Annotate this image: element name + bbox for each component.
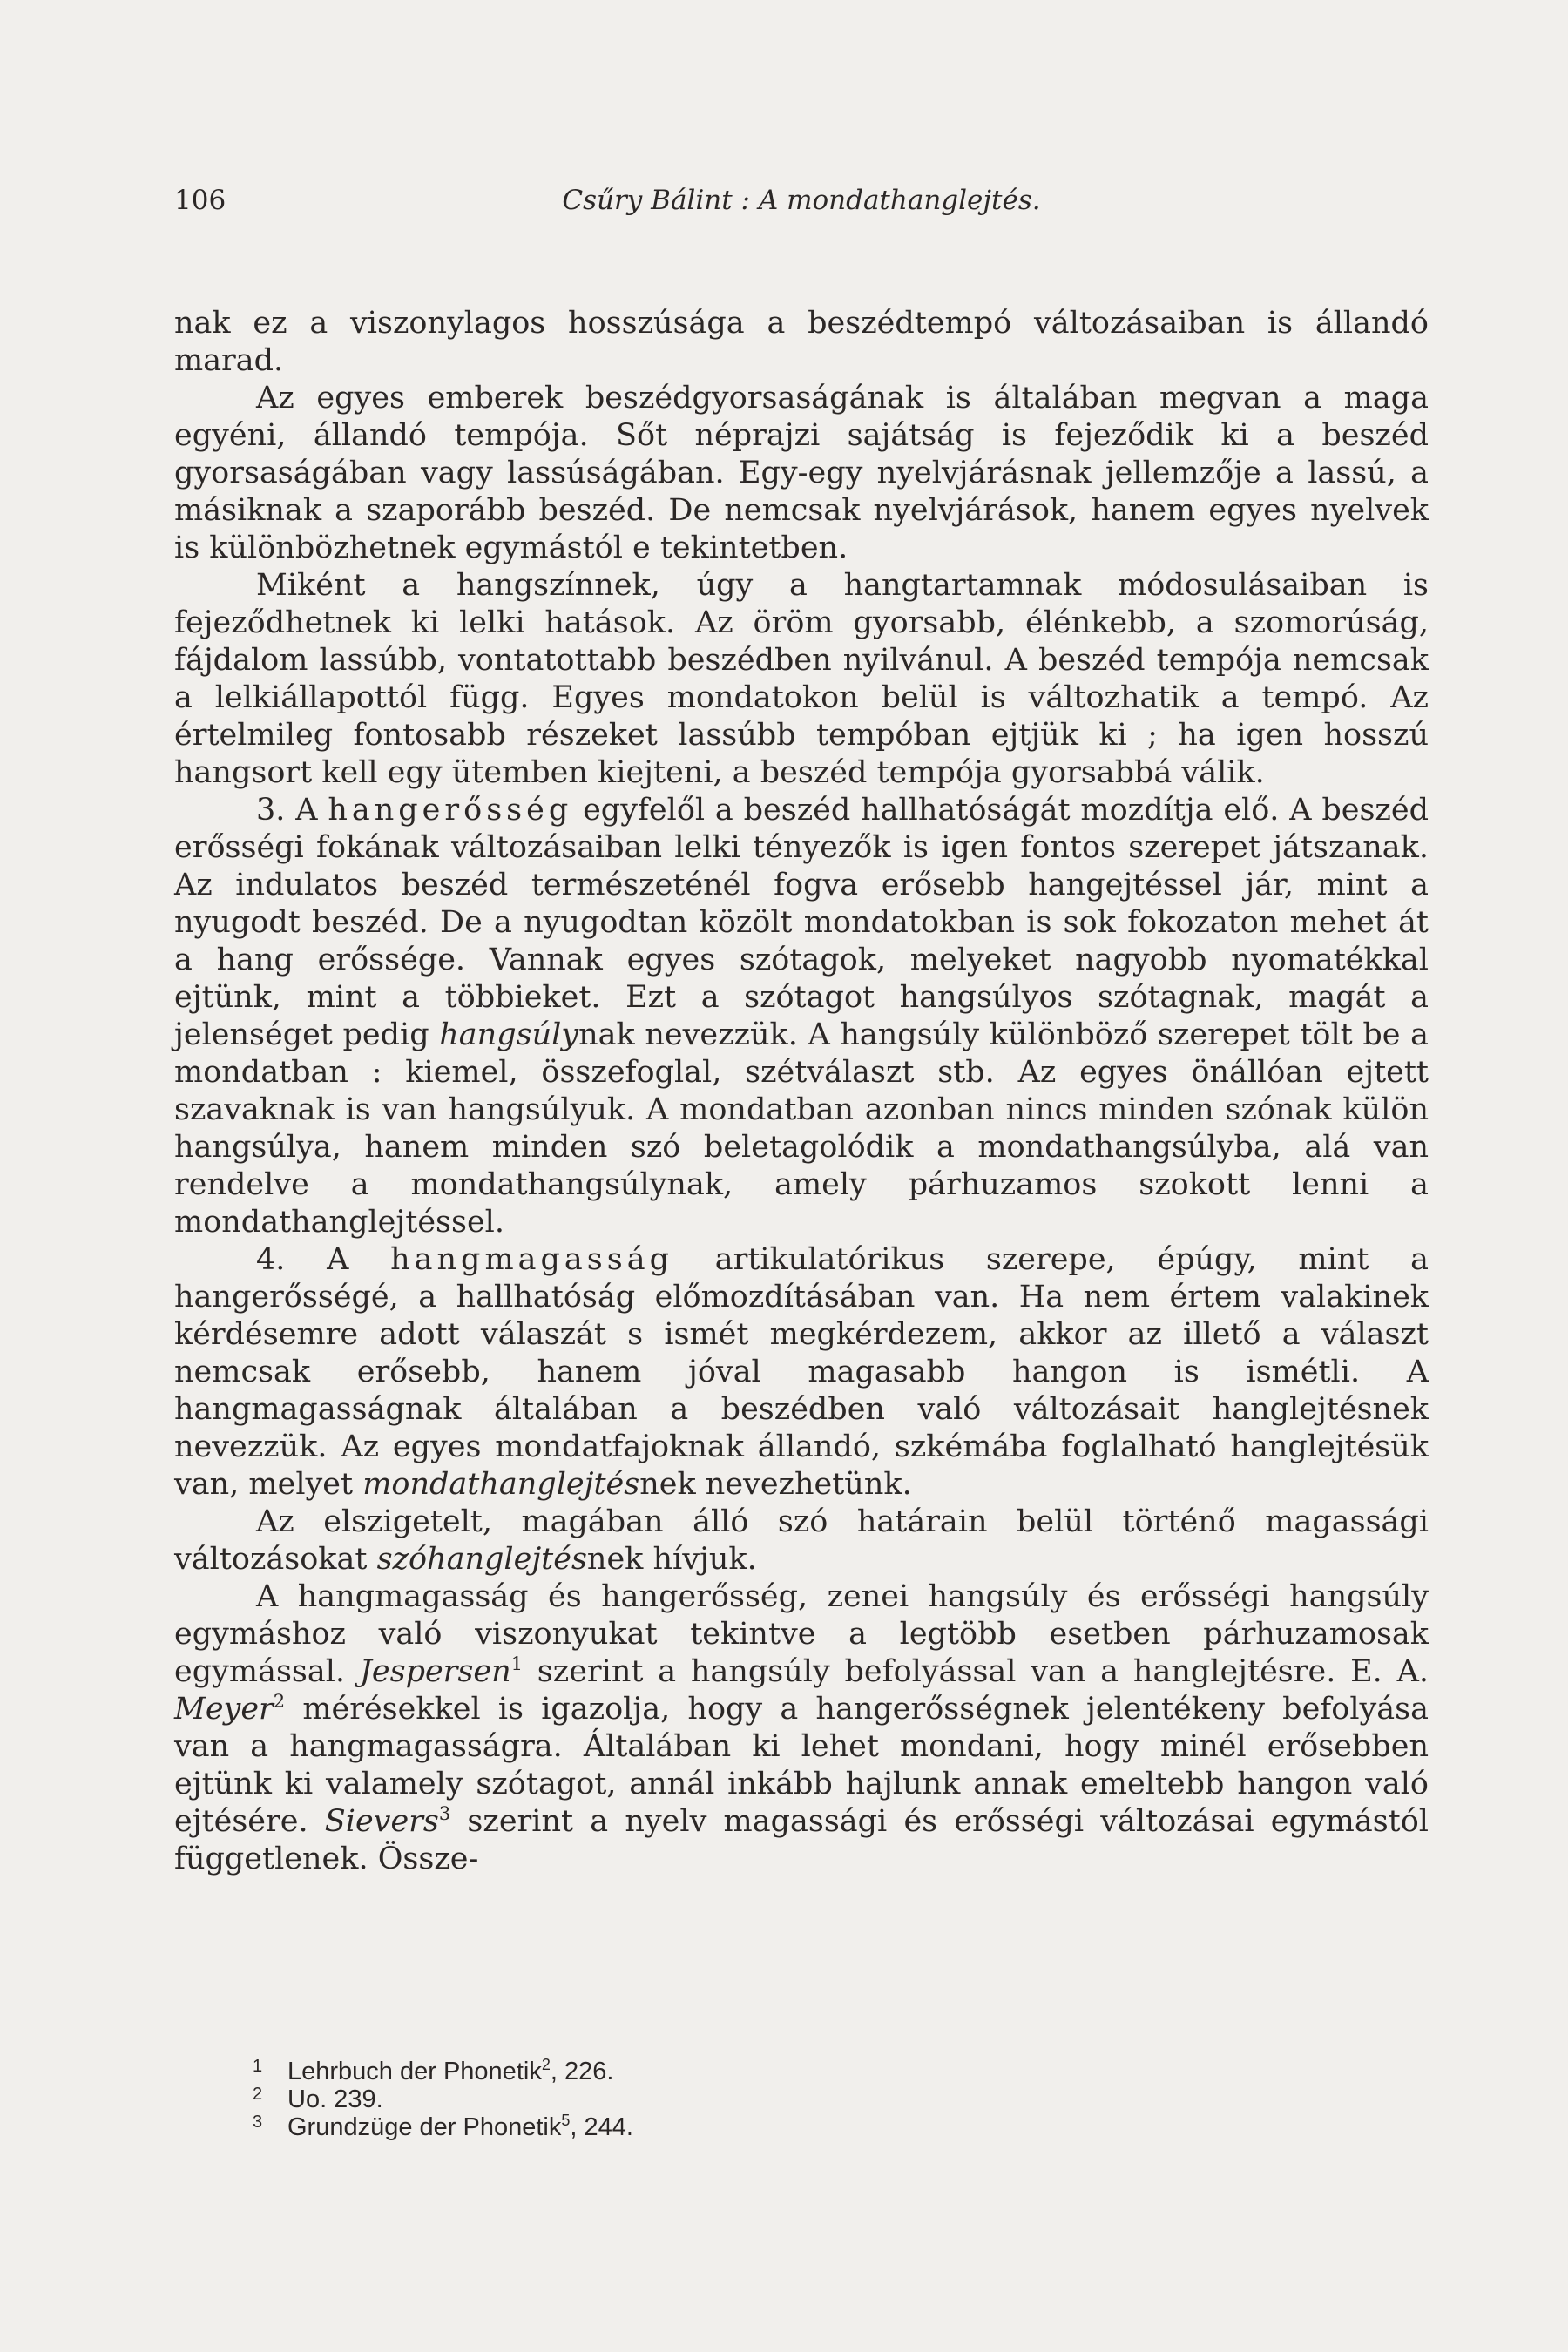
text-run: 3. A [256, 793, 328, 828]
italic-term: Jespersen [359, 1654, 511, 1689]
text-run: szerint a nyelv magassági és erősségi változásai egymástól függetlenek. Össze- [174, 1804, 1429, 1876]
page-number: 106 [174, 185, 226, 216]
footnote-marker-wrap: 1 [253, 2057, 263, 2076]
italic-term: szóhanglejtés [376, 1542, 587, 1577]
paragraph [174, 1504, 1429, 1578]
footnote [253, 2085, 1385, 2113]
text-run: Grundzüge der Phonetik [287, 2113, 562, 2141]
italic-term: hangsúly [439, 1017, 579, 1052]
paragraph [174, 567, 1429, 792]
text-run: artikulatórikus szerepe, épúgy, mint a hangerősségé, a hallhatóság előmozdításában van. Ha nem értem valakinek kérdésemre adott válaszát s ismét megkérdezem, akkor az illető a választ nemcsak erősebb, hanem jóval magasabb hangon is ismétli. A hangmagasságnak általában a beszédben való változásait hanglejtésnek nevezzük. Az egyes mondatfajoknak állandó, szkémába foglalható hanglejtésük van, melyet [174, 1242, 1429, 1502]
text-run: Miként a hangszínnek, úgy a hangtartamnak módosulásaiban is fejeződhetnek ki lelki hatások. Az öröm gyorsabb, élénkebb, a szomorúság, fájdalom lassúbb, vontatottabb beszédben nyilvánul. A beszéd tempója nemcsak a lelkiállapottól függ. Egyes mondatokon belül is változhatik a tempó. Az értelmileg fontosabb részeket lassúbb tempóban ejtjük ki ; ha igen hosszú hangsort kell egy ütemben kiejteni, a beszéd tempója gyorsabbá válik. [174, 568, 1429, 790]
text-run: Uo. 239. [287, 2085, 383, 2113]
spaced-term: hangerősség [328, 793, 573, 828]
text-run: szerint a hangsúly befolyással van a hanglejtésre. E. A. [523, 1654, 1429, 1689]
paragraph [174, 1241, 1429, 1504]
italic-term: Meyer [174, 1692, 274, 1727]
footnote-reference: 2 [541, 2056, 551, 2073]
text-run: A hangmagasság és hangerősség, zenei hangsúly és erősségi hangsúly egymáshoz való viszonyukat tekintve a legtöbb esetben párhuzamosak egymással. [174, 1579, 1429, 1689]
text-run: , 226. [550, 2058, 614, 2085]
text-run: Az elszigetelt, magában álló szó határain belül történő magassági változásokat [174, 1504, 1429, 1577]
footnotes [253, 2058, 1385, 2141]
italic-term: Sievers [324, 1804, 439, 1839]
paragraph [174, 305, 1429, 380]
footnote-text [287, 2058, 613, 2085]
page-header [174, 178, 1429, 223]
text-run: , 244. [570, 2113, 633, 2141]
footnote-text [287, 2085, 383, 2113]
footnote [253, 2113, 1385, 2141]
footnote-reference: 5 [561, 2112, 571, 2129]
body-text [174, 305, 1429, 1878]
text-run: mérésekkel is igazolja, hogy a hangerősségnek jelentékeny befolyása van a hangmagasságra. Általában ki lehet mondani, hogy minél erősebben ejtünk ki valamely szótagot, annál inkább hajlunk annak emeltebb hangon való ejtésére. [174, 1692, 1429, 1839]
paragraph [174, 380, 1429, 567]
text-run: Az egyes emberek beszédgyorsaságának is általában megvan a maga egyéni, állandó tempója. Sőt néprajzi sajátság is fejeződik ki a beszéd gyorsaságában vagy lassúságában. Egy-egy nyelvjárásnak jellemzője a lassú, a másiknak a szaporább beszéd. De nemcsak nyelvjárások, hanem egyes nyelvek is különbözhetnek egymástól e tekintetben. [174, 381, 1429, 565]
footnote-marker-wrap: 2 [253, 2085, 263, 2104]
spaced-term: hangmagasság [390, 1242, 673, 1277]
text-run: 4. A [256, 1242, 391, 1277]
text-run: Lehrbuch der Phonetik [287, 2058, 542, 2085]
paragraph [174, 792, 1429, 1241]
running-head: Csűry Bálint : A mondathanglejtés. [562, 185, 1041, 216]
footnote-marker-wrap: 3 [253, 2112, 263, 2132]
footnote-reference: 3 [438, 1803, 451, 1824]
text-run: nek nevezhetünk. [639, 1467, 912, 1502]
footnote-reference: 2 [273, 1691, 286, 1712]
text-run: nak ez a viszonylagos hosszúsága a beszédtempó változásaiban is állandó marad. [174, 306, 1429, 378]
footnote-text [287, 2113, 633, 2141]
footnote-reference: 1 [510, 1653, 524, 1674]
footnote [253, 2058, 1385, 2085]
text-run: nak nevezzük. A hangsúly különböző szerepet tölt be a mondatban : kiemel, összefoglal, szétválaszt stb. Az egyes önállóan ejtett szavaknak is van hangsúlyuk. A mondatban azonban nincs minden szónak külön hangsúlya, hanem minden szó beletagolódik a mondathangsúlyba, alá van rendelve a mondathangsúlynak, amely párhuzamos szokott lenni a mondathanglejtéssel. [174, 1017, 1429, 1240]
paragraph [174, 1578, 1429, 1878]
text-run: egyfelől a beszéd hallhatóságát mozdítja elő. A beszéd erősségi fokának változásaiban lelki tényezők is igen fontos szerepet játszanak. Az indulatos beszéd természeténél fogva erősebb hangejtéssel jár, mint a nyugodt beszéd. De a nyugodtan közölt mondatokban is sok fokozaton mehet át a hang erőssége. Vannak egyes szótagok, melyeket nagyobb nyomatékkal ejtünk, mint a többieket. Ezt a szótagot hangsúlyos szótagnak, magát a jelenséget pedig [174, 793, 1429, 1052]
italic-term: mondathanglejtés [362, 1467, 640, 1502]
text-run: nek hívjuk. [586, 1542, 757, 1577]
